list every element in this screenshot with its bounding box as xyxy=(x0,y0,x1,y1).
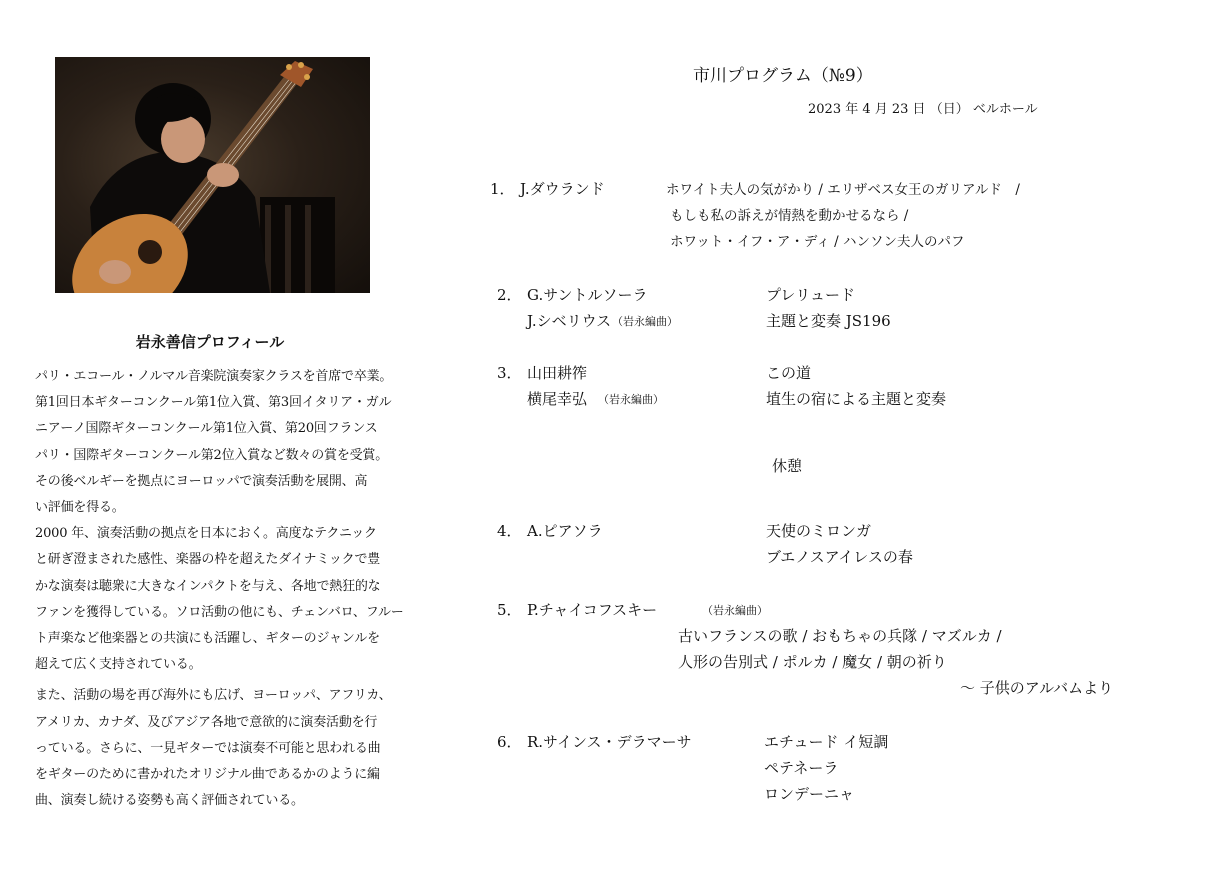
profile-line: 曲、演奏し続ける姿勢も高く評価されている。 xyxy=(35,793,304,809)
profile-line: ニアーノ国際ギターコンクール第1位入賞、第20回フランス xyxy=(35,421,378,437)
item6-number: 6． xyxy=(497,733,522,751)
item5-work: 古いフランスの歌 / おもちゃの兵隊 / マズルカ / xyxy=(678,627,1002,645)
item2-number: 2． xyxy=(497,286,522,304)
item1-composer: J.ダウランド xyxy=(520,180,605,198)
profile-line: また、活動の場を再び海外にも広げ、ヨーロッパ、アフリカ、 xyxy=(35,688,392,704)
item1-work: ホワット・イフ・ア・ディ / ハンソン夫人のパフ xyxy=(670,234,965,250)
item5-number: 5． xyxy=(497,601,522,619)
profile-line: アメリカ、カナダ、及びアジア各地で意欲的に演奏活動を行 xyxy=(35,714,378,730)
profile-line: と研ぎ澄まされた感性、楽器の枠を超えたダイナミックで豊 xyxy=(35,552,381,568)
item2-composer: G.サントルソーラ xyxy=(527,286,648,304)
item4-work: ブエノスアイレスの春 xyxy=(766,548,913,566)
profile-title: 岩永善信プロフィール xyxy=(135,333,285,351)
item5-source: ～ 子供のアルバムより xyxy=(960,679,1114,697)
item3-composer: 山田耕筰 xyxy=(527,364,588,382)
item5-composer: P.チャイコフスキー xyxy=(527,601,658,619)
item4-composer: A.ピアソラ xyxy=(527,522,603,540)
profile-line: ト声楽など他楽器との共演にも活躍し、ギターのジャンルを xyxy=(35,631,380,647)
intermission-label: 休憩 xyxy=(772,457,803,475)
item2-arranger: （岩永編曲） xyxy=(612,315,678,328)
profile-line: パリ・国際ギターコンクール第2位入賞など数々の賞を受賞。 xyxy=(35,447,389,463)
item2-work: プレリュード xyxy=(766,286,855,304)
item6-work: エチュード イ短調 xyxy=(764,733,889,751)
item5-arranger: （岩永編曲） xyxy=(702,604,768,617)
profile-line: 第1回日本ギターコンクール第1位入賞、第3回イタリア・ガル xyxy=(35,395,392,411)
profile-line: い評価を得る。 xyxy=(35,500,125,516)
item1-work: もしも私の訴えが情熱を動かせるなら / xyxy=(670,208,909,224)
item1-work: ホワイト夫人の気がかり / エリザベス女王のガリアルド / xyxy=(666,182,1020,198)
profile-line: っている。さらに、一見ギターでは演奏不可能と思われる曲 xyxy=(35,740,381,756)
item4-work: 天使のミロンガ xyxy=(766,522,872,540)
item3-work: 埴生の宿による主題と変奏 xyxy=(766,390,947,408)
item2-composer: J.シベリウス xyxy=(527,312,612,330)
profile-line: かな演奏は聴衆に大きなインパクトを与え、各地で熱狂的な xyxy=(35,578,381,594)
item6-composer: R.サインス・デラマーサ xyxy=(527,733,692,751)
profile-line: その後ベルギーを拠点にヨーロッパで演奏活動を展開、高 xyxy=(35,473,368,489)
profile-line: ファンを獲得している。ソロ活動の他にも、チェンバロ、フルー xyxy=(35,604,404,620)
profile-body xyxy=(35,364,410,814)
item3-number: 3． xyxy=(497,364,522,382)
item6-work: ペテネーラ xyxy=(764,759,839,777)
item4-number: 4． xyxy=(497,522,522,540)
profile-line: パリ・エコール・ノルマル音楽院演奏家クラスを首席で卒業。 xyxy=(35,369,393,384)
item6-work: ロンデーニャ xyxy=(764,785,855,803)
profile-line: をギターのために書かれたオリジナル曲であるかのように編 xyxy=(35,767,380,783)
item3-work: この道 xyxy=(766,364,812,382)
item5-work: 人形の告別式 / ポルカ / 魔女 / 朝の祈り xyxy=(678,653,947,671)
guitarist-photo xyxy=(55,57,370,293)
item3-composer: 横尾幸弘 xyxy=(527,390,588,408)
profile-line: 超えて広く支持されている。 xyxy=(35,657,202,673)
item3-arranger: （岩永編曲） xyxy=(598,393,664,406)
item2-work: 主題と変奏 JS196 xyxy=(766,312,891,330)
program-date: 2023 年 4 月 23 日 （日） ベルホール xyxy=(808,102,1038,117)
program-title: 市川プログラム（№9） xyxy=(693,66,873,86)
item1-number: 1． xyxy=(490,180,515,198)
profile-line: 2000 年、演奏活動の拠点を日本におく。高度なテクニック xyxy=(35,526,377,542)
